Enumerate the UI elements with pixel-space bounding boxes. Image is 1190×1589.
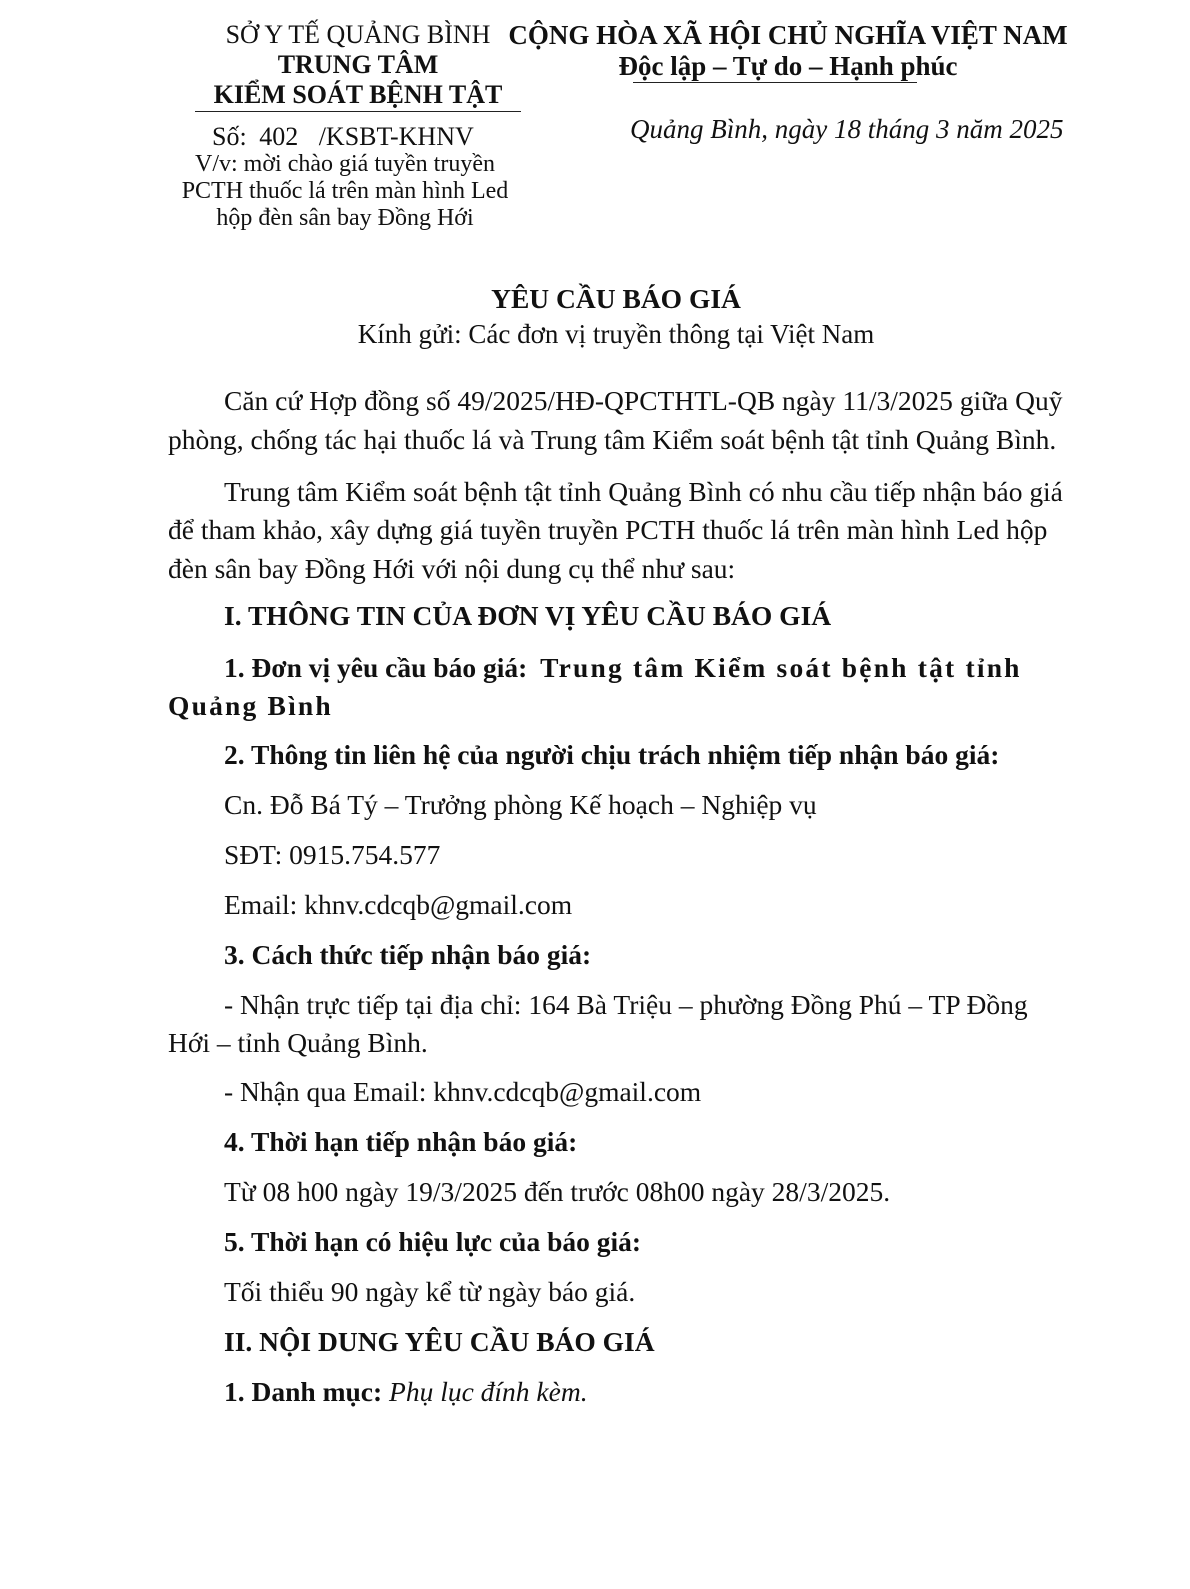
item5-heading: 5. Thời hạn có hiệu lực của báo giá: [224,1226,642,1257]
doc-number-value: 402 [259,122,299,151]
section2-item1-value: Phụ lục đính kèm. [389,1376,588,1407]
para2-line2: để tham khảo, xây dựng giá tuyền truyền PCTH thuốc lá trên màn hình Led hộp [168,514,1048,545]
item4-heading: 4. Thời hạn tiếp nhận báo giá: [224,1126,578,1157]
para1-line2: phòng, chống tác hại thuốc lá và Trung tâm Kiểm soát bệnh tật tỉnh Quảng Bình. [168,424,1057,455]
org-name-line1: TRUNG TÂM [277,50,439,79]
item1-value-line1: Trung tâm Kiểm soát bệnh tật tỉnh [540,652,1022,683]
receive-email: - Nhận qua Email: khnv.cdcqb@gmail.com [224,1076,702,1107]
document-title: YÊU CẦU BÁO GIÁ [491,283,741,314]
contact-email: Email: khnv.cdcqb@gmail.com [224,889,573,920]
subject-line-2: PCTH thuốc lá trên màn hình Led [181,178,509,204]
recipient-line: Kính gửi: Các đơn vị truyền thông tại Việt Nam [357,319,875,349]
item1-value-line2: Quảng Bình [168,690,333,721]
document-date: Quảng Bình, ngày 18 tháng 3 năm 2025 [630,114,1064,144]
ministry-name: SỞ Y TẾ QUẢNG BÌNH [225,20,491,49]
motto-underline [633,82,917,83]
subject-line-1: V/v: mời chào giá tuyền truyền [195,151,495,177]
para1-line1: Căn cứ Hợp đồng số 49/2025/HĐ-QPCTHTL-QB ngày 11/3/2025 giữa Quỹ [224,385,1063,416]
validity-text: Tối thiểu 90 ngày kể từ ngày báo giá. [224,1276,636,1307]
doc-number-suffix: /KSBT-KHNV [318,122,474,151]
para2-line3: đèn sân bay Đồng Hới với nội dung cụ thể như sau: [168,553,736,584]
para2-line1: Trung tâm Kiểm soát bệnh tật tỉnh Quảng Bình có nhu cầu tiếp nhận báo giá [224,476,1063,507]
subject-line-3: hộp đèn sân bay Đồng Hới [216,205,474,231]
national-title: CỘNG HÒA XÃ HỘI CHỦ NGHĨA VIỆT NAM [508,20,1068,50]
section1-heading: I. THÔNG TIN CỦA ĐƠN VỊ YÊU CẦU BÁO GIÁ [224,600,832,631]
contact-name: Cn. Đỗ Bá Tý – Trưởng phòng Kế hoạch – Nghiệp vụ [224,789,817,820]
receive-direct-line1: - Nhận trực tiếp tại địa chỉ: 164 Bà Triệu – phường Đồng Phú – TP Đồng [224,989,1028,1020]
org-name-line2: KIỂM SOÁT BỆNH TẬT [213,80,503,109]
receive-direct-line2: Hới – tỉnh Quảng Bình. [168,1027,428,1058]
deadline-text: Từ 08 h00 ngày 19/3/2025 đến trước 08h00 ngày 28/3/2025. [224,1176,891,1207]
item1-label: 1. Đơn vị yêu cầu báo giá: [224,652,528,683]
national-motto: Độc lập – Tự do – Hạnh phúc [618,51,958,81]
doc-number [212,122,474,152]
section2-item1 [224,1372,588,1411]
item2-heading: 2. Thông tin liên hệ của người chịu trách nhiệm tiếp nhận báo giá: [224,739,1000,770]
section2-item1-label: 1. Danh mục: [224,1376,383,1407]
doc-number-prefix: Số: [212,122,247,151]
contact-phone: SĐT: 0915.754.577 [224,839,441,870]
section2-heading: II. NỘI DUNG YÊU CẦU BÁO GIÁ [224,1326,655,1357]
item3-heading: 3. Cách thức tiếp nhận báo giá: [224,939,592,970]
org-underline [195,111,521,112]
item1-line [224,648,1022,687]
